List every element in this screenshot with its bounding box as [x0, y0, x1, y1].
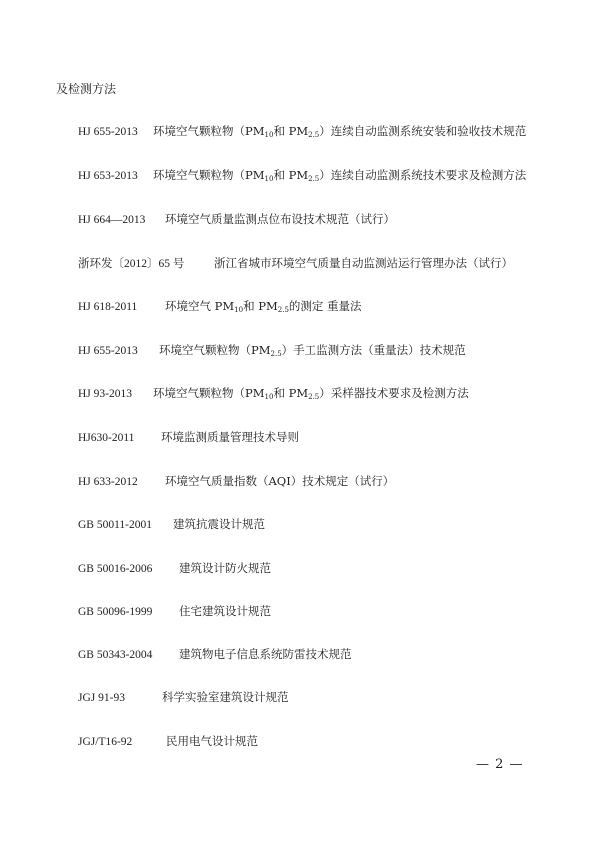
- standard-title: [162, 689, 289, 705]
- subscript-text: 10: [264, 131, 274, 139]
- title-text: 浙江省城市环境空气质量自动监测站运行管理办法（试行）: [214, 256, 513, 270]
- standard-code: HJ 633-2012: [78, 476, 138, 488]
- standard-row: [78, 646, 352, 662]
- standard-code: GB 50096-1999: [78, 606, 153, 618]
- title-text: 住宅建筑设计规范: [179, 604, 271, 618]
- standard-title: [165, 298, 362, 314]
- standard-title: [153, 385, 469, 401]
- standard-title: [165, 211, 395, 227]
- standard-code: HJ 653-2013: [78, 170, 138, 182]
- subscript-text: 2.5: [308, 393, 320, 401]
- standard-title: [179, 560, 271, 576]
- standard-row: [78, 733, 258, 749]
- standard-code: 浙环发〔2012〕65 号: [78, 258, 185, 270]
- page-number: — 2 —: [476, 757, 524, 772]
- subscript-text: 2.5: [270, 350, 282, 358]
- continuation-text: 及检测方法: [56, 82, 117, 96]
- standard-code: GB 50343-2004: [78, 649, 153, 661]
- standard-row: [78, 603, 271, 619]
- title-text: 民用电气设计规范: [166, 734, 258, 748]
- standard-row: [78, 167, 527, 183]
- standard-title: [153, 167, 526, 183]
- title-text: 建筑物电子信息系统防雷技术规范: [179, 647, 352, 661]
- standard-title: [179, 646, 352, 662]
- standard-title: [214, 255, 513, 271]
- subscript-text: 2.5: [308, 175, 320, 183]
- subscript-text: 10: [234, 306, 244, 314]
- title-text: 建筑设计防火规范: [179, 561, 271, 575]
- title-text: 环境空气颗粒物（PM: [153, 124, 265, 138]
- standard-row: [78, 298, 362, 314]
- title-text: 环境空气颗粒物（PM: [159, 343, 271, 357]
- standard-code: JGJ 91-93: [78, 692, 125, 704]
- standard-title: [179, 603, 271, 619]
- standard-title: [161, 429, 299, 445]
- standard-title: [153, 123, 526, 139]
- title-text: 环境空气质量指数（AQI）技术规定（试行）: [165, 474, 395, 488]
- standard-code: HJ 93-2013: [78, 388, 132, 400]
- title-text: 环境空气质量监测点位布设技术规范（试行）: [165, 212, 395, 226]
- title-text: 的测定 重量法: [288, 299, 362, 313]
- title-text: 环境空气 PM: [165, 299, 235, 313]
- standard-title: [159, 342, 466, 358]
- standard-code: JGJ/T16-92: [78, 736, 133, 748]
- standard-code: GB 50011-2001: [78, 519, 153, 531]
- title-text: 和 PM: [273, 168, 309, 182]
- title-text: 环境空气颗粒物（PM: [153, 386, 265, 400]
- standard-row: [78, 342, 466, 358]
- title-text: 科学实验室建筑设计规范: [162, 690, 289, 704]
- standard-row: [78, 255, 513, 271]
- standard-row: [78, 385, 469, 401]
- title-text: 环境监测质量管理技术导则: [161, 430, 299, 444]
- standard-row: [78, 211, 395, 227]
- standard-code: HJ 655-2013: [78, 126, 138, 138]
- subscript-text: 10: [264, 175, 274, 183]
- standard-title: [166, 733, 258, 749]
- standard-code: HJ 618-2011: [78, 301, 138, 313]
- standard-code: HJ630-2011: [78, 432, 135, 444]
- title-text: 和 PM: [273, 124, 309, 138]
- standard-code: HJ 655-2013: [78, 345, 138, 357]
- standard-row: [78, 473, 395, 489]
- title-text: 和 PM: [273, 386, 309, 400]
- title-text: 和 PM: [243, 299, 278, 313]
- title-text: ）采样器技术要求及检测方法: [319, 386, 469, 400]
- standard-code: HJ 664—2013: [78, 214, 146, 226]
- standard-row: [78, 516, 265, 532]
- title-text: 环境空气颗粒物（PM: [153, 168, 265, 182]
- subscript-text: 2.5: [308, 131, 320, 139]
- standard-row: [78, 123, 527, 139]
- standard-title: [173, 516, 265, 532]
- standard-row: [78, 429, 299, 445]
- title-text: ）连续自动监测系统安装和验收技术规范: [319, 124, 527, 138]
- standard-code: GB 50016-2006: [78, 563, 153, 575]
- standard-title: [165, 473, 394, 489]
- subscript-text: 10: [264, 393, 274, 401]
- title-text: ）连续自动监测系统技术要求及检测方法: [319, 168, 527, 182]
- title-text: ）手工监测方法（重量法）技术规范: [281, 343, 466, 357]
- subscript-text: 2.5: [277, 306, 289, 314]
- standard-row: [78, 689, 289, 705]
- title-text: 建筑抗震设计规范: [173, 517, 265, 531]
- standard-row: [78, 560, 271, 576]
